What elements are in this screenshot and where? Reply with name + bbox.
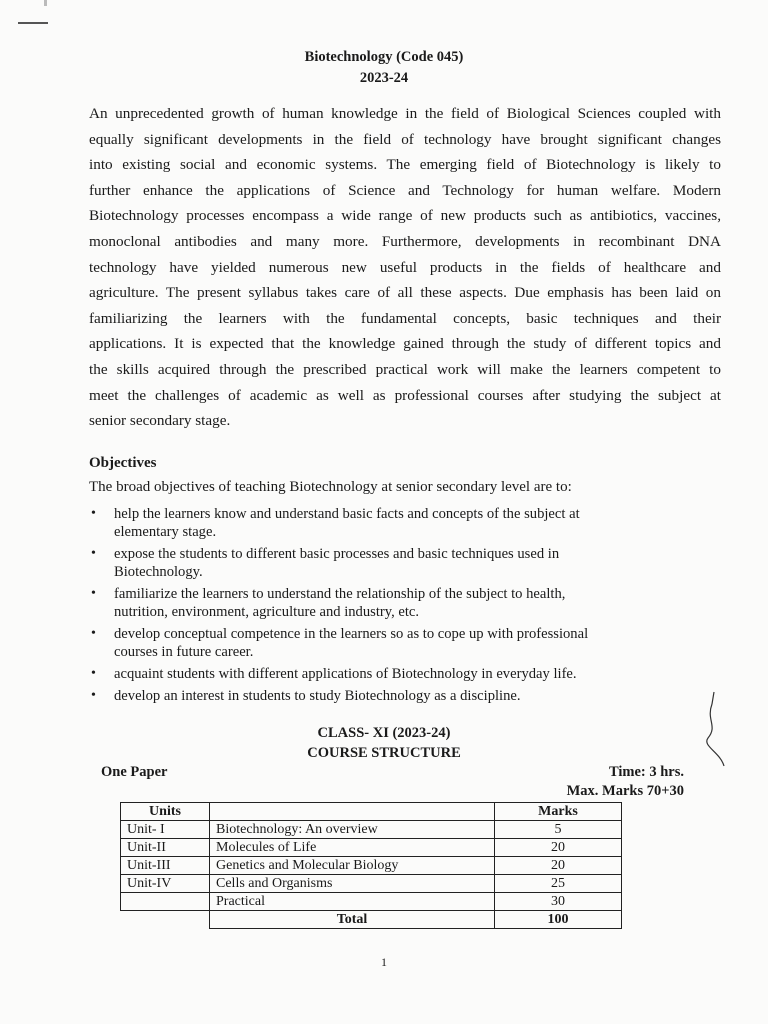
class-heading: CLASS- XI (2023-24) xyxy=(317,725,451,741)
objective-item: • develop conceptual competence in the learners so as to cope up with professional courses in future career. xyxy=(91,626,589,660)
intro-line: senior secondary stage. xyxy=(89,412,231,430)
total-label: Total xyxy=(210,911,495,929)
page-number: 1 xyxy=(381,955,387,969)
time-label: Time: 3 hrs. xyxy=(608,764,684,780)
intro-line: further enhance the applications of Science and Technology for human welfare. Modern xyxy=(89,181,721,199)
table-row: Unit-II Molecules of Life 20 xyxy=(121,839,622,857)
table-row: Unit-III Genetics and Molecular Biology 20 xyxy=(121,857,622,875)
objectives-heading: Objectives xyxy=(89,455,157,471)
intro-line: equally significant developments in the field of technology have brought significant changes xyxy=(89,130,721,148)
header-units: Units xyxy=(121,803,210,821)
table-row: Unit-IV Cells and Organisms 25 xyxy=(121,875,622,893)
table-header-row xyxy=(121,803,622,821)
objective-item: • expose the students to different basic processes and basic techniques used in Biotechnology. xyxy=(91,546,560,580)
document-year: 2023-24 xyxy=(359,70,409,86)
intro-line: applications. It is expected that the knowledge gained through the study of different topics and xyxy=(89,335,721,353)
scan-artifact-line xyxy=(18,22,48,24)
bullet-icon: • xyxy=(91,626,96,641)
table-row: Unit- I Biotechnology: An overview 5 xyxy=(121,821,622,839)
intro-line: Biotechnology processes encompass a wide range of new products such as antibiotics, vaccines, xyxy=(89,207,721,225)
bullet-icon: • xyxy=(91,546,96,561)
objectives-list xyxy=(89,505,669,709)
objectives-intro: The broad objectives of teaching Biotechnology at senior secondary level are to: xyxy=(89,479,572,495)
header-topic xyxy=(210,803,495,821)
scan-artifact-dot xyxy=(44,0,47,6)
objective-item: • familiarize the learners to understand the relationship of the subject to health, nutrition, environment, agriculture and industry, etc. xyxy=(91,586,566,620)
course-structure-table xyxy=(120,802,622,929)
intro-line: familiarizing the learners with the fundamental concepts, basic techniques and their xyxy=(89,309,721,327)
table-total-row xyxy=(121,911,622,929)
intro-line: monoclonal antibodies and many more. Furthermore, developments in recombinant DNA xyxy=(89,232,721,250)
bullet-icon: • xyxy=(91,688,96,703)
intro-line: An unprecedented growth of human knowledge in the field of Biological Sciences coupled with xyxy=(89,105,721,122)
intro-paragraph xyxy=(89,101,721,434)
intro-line: meet the challenges of academic as well as professional courses after studying the subject at xyxy=(89,386,721,404)
bullet-icon: • xyxy=(91,586,96,601)
course-structure-heading: COURSE STRUCTURE xyxy=(307,745,461,761)
bullet-icon: • xyxy=(91,666,96,681)
objective-item: • help the learners know and understand basic facts and concepts of the subject at elementary stage. xyxy=(91,506,580,540)
intro-line: agriculture. The present syllabus takes care of all these aspects. Due emphasis has been laid on xyxy=(89,284,721,302)
total-value: 100 xyxy=(495,911,622,929)
intro-line: into existing social and economic systems. The emerging field of Biotechnology is likely to xyxy=(89,156,721,174)
max-marks-label: Max. Marks 70+30 xyxy=(566,783,684,799)
bullet-icon: • xyxy=(91,506,96,521)
objective-item: • acquaint students with different applications of Biotechnology in everyday life. xyxy=(91,666,577,682)
paper-label: One Paper xyxy=(101,764,168,780)
table-row: Practical 30 xyxy=(121,893,622,911)
header-marks: Marks xyxy=(495,803,622,821)
intro-line: the skills acquired through the prescribed practical work will make the learners competent to xyxy=(89,360,721,378)
objective-item: • develop an interest in students to study Biotechnology as a discipline. xyxy=(91,688,521,704)
intro-line: technology have yielded numerous new useful products in the fields of healthcare and xyxy=(89,258,721,276)
document-title: Biotechnology (Code 045) xyxy=(304,49,464,65)
